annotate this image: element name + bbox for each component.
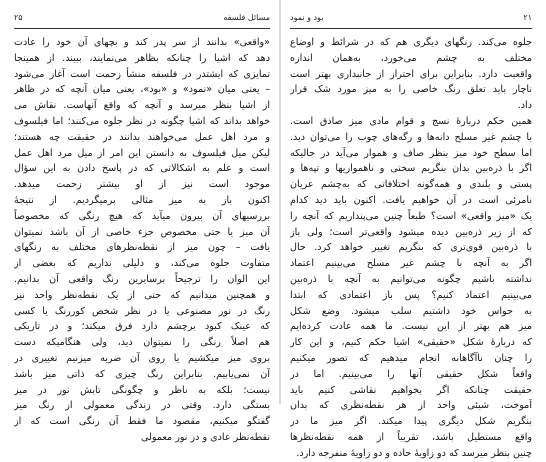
text-line: و مرد اهل عمل می‌خواهند بدانند در حقیقت چه هستند؛ — [14, 131, 270, 143]
text-line: که عینک کبود برچشم دارد فرق میکند؛ و در تاریکی — [14, 321, 270, 333]
text-line: میز هم بهتر از این نیست. ما همه عادت کرده‌ایم — [290, 321, 532, 333]
text-line: از اشیا بنظر میرسد و آنچه که واقع آنهاست. نقاش می‌ — [14, 100, 270, 112]
text-line: یک «میز واقعی» است؟ طبعاً چنین می‌پنداریم که آنچه را — [290, 210, 532, 222]
text-line: رنگ در نور مصنوعی یا در نظر شخص کوررنگ یا کسی — [14, 305, 270, 317]
text-line: تمایزی که ایشتدر در فلسفه منشأ زحمت است آغاز می‌شود — [14, 68, 270, 80]
left-body-text — [14, 35, 270, 446]
text-line: موجود است نیز از او بیشتر زحمت میدهد. — [14, 179, 270, 191]
text-line: هم اصلاً رنگی را نمیتوان دید، ولی هنگامیکه دست — [14, 337, 270, 349]
text-line: پستی و بلندی و همه‌گونه اختلافاتی که به‌چشم عریان — [290, 179, 532, 191]
text-line: بستگی دارد. وقتی در زندگی معمولی از رنگ میز — [14, 400, 270, 412]
text-line: خواهد بداند که اشیا چگونه در نظر جلوه می‌کنند؛ اما فیلسوف — [14, 115, 270, 127]
right-running-title: بود و نمود — [290, 12, 324, 22]
left-running-head — [14, 6, 270, 29]
right-page-number: ۲۱ — [523, 12, 532, 22]
right-page — [286, 6, 538, 459]
text-line: به حواس خود داشتیم سلب میشود. وضع شکل — [290, 305, 532, 317]
text-line: بروی میز میکشیم یا روی آن ضربه میزنیم تغییری در — [14, 352, 270, 364]
text-line: جلوه می‌کند. رنگهای دیگری هم که در شرائط و اوضاع — [290, 37, 532, 48]
text-line: بنگریم شکل دیگری پیدا میکند. اگر میز ما در — [290, 416, 532, 428]
text-line: یافت – چون میز از نقطه‌نظرهای مختلف به رنگهای — [14, 242, 270, 254]
text-line: مختلف به چشم می‌خورد، به‌همان اندازه — [290, 52, 532, 64]
text-line: بررسیهای آن بیرون میآید که هیچ رنگی که مخصوصاً — [14, 210, 270, 222]
text-line: اگر به آنچه با چشم غیر مسلح می‌بینیم اعتماد — [290, 258, 532, 270]
right-running-head — [290, 6, 532, 29]
text-line: با چشم غیر مسلح دانه‌ها و رگه‌های چوب را می‌توان دید. — [290, 131, 532, 143]
text-line: و همچنین میدانیم که حتی از یک نقطه‌نظر واحد نیز — [14, 289, 270, 301]
text-line: نقطه‌نظر عادی و در نور معمولی — [140, 431, 270, 443]
text-line: این الوان را ترجیحاً برسایرین رنگ واقعی آن بدانیم. — [14, 273, 270, 285]
text-line: همین حکم دربارهٔ نسج و قوام مادی میز صادق است. — [290, 115, 532, 127]
text-line: اگر با ذره‌بین بدان بنگریم سختی و ناهمواریها و تپه‌ها و — [290, 163, 532, 175]
text-line: آموخت، شیئی واحد از هر نقطه‌نظری که بدان — [290, 400, 532, 412]
text-line: واقع مستطیل باشد، تقریباً از همه نقطه‌نظرها — [290, 431, 532, 443]
left-page-number: ۲۵ — [14, 12, 23, 22]
text-line: ناچار باید تعلق رنگ خاصی را به میز مورد شک قرار — [290, 84, 532, 96]
text-line: که از زیر ذره‌بین دیده میشود واقعی‌تر است؛ ولی باز — [290, 226, 532, 238]
text-line: آن میز یا حتی مخصوص جزء خاصی از آن باشد نمیتوان — [14, 226, 270, 238]
text-line: متفاوت جلوه می‌کند، و دلیلی نداریم که بعضی از — [14, 258, 270, 270]
text-line: داد. — [517, 100, 532, 112]
text-line: دهد که اشیا را چنانکه بظاهر می‌نمایند، ببیند. از همینجا — [14, 52, 270, 64]
text-line: – یعنی میان «نمود» و «بود»، یعنی میان آنچه که در ظاهر — [14, 84, 270, 96]
text-line: که دربارهٔ شکل «حقیقی» اشیا حکم کنیم، و این کار — [290, 337, 532, 349]
text-line: واقعاً شکل حقیقی آنها را می‌بینیم. اما در — [290, 368, 532, 380]
text-line: است و علم به اشکالاتی که در پاسخ دادن به این سؤال — [14, 163, 270, 175]
right-body-text — [290, 35, 532, 462]
text-line: «واقعی» بدانند از سر پدر کند و بچهای آن خود را عادت — [14, 37, 270, 48]
text-line: با ذره‌بین قوی‌تری که بنگریم تغییر خواهد کرد. حال — [290, 242, 532, 254]
text-line: آن نمی‌یابیم. بنابراین رنگ چیزی که ذاتی میز باشد — [14, 368, 270, 380]
text-line: چنین بنظر میرسد که دو زاویهٔ حاده و دو زاویهٔ منفرجه دارد. — [296, 447, 532, 459]
text-line: اما سطح خود میز بنظر صاف و هموار می‌آید در حالیکه — [290, 147, 532, 159]
text-line: گفتگو میکنیم، مقصود ما فقط آن رنگی است که از — [14, 416, 270, 428]
text-line: واقعیت دارد. بنابراین برای احتراز از جانبداری بهتر است — [290, 68, 532, 80]
text-line: را چنان ناآگاهانه انجام میدهیم که تصور میکنیم — [290, 352, 532, 364]
text-line: حقیقت چنانکه اگر بخواهیم نقاشی کنیم باید — [290, 384, 532, 396]
text-line: نداشته باشیم چگونه می‌توانیم به آنچه با ذره‌بین — [290, 273, 532, 285]
text-line: لیکن میل فیلسوف به دانستن این امر از میل مرد اهل عمل — [14, 147, 270, 159]
left-running-title: مسائل فلسفه — [223, 12, 270, 22]
text-line: اکنون باز به میز مثالی برمیگردیم. از نتیجهٔ — [14, 194, 270, 206]
text-line: می‌بینیم اعتماد کنیم؟ پس باز اعتمادی که ابتدا — [290, 289, 532, 301]
left-page — [8, 6, 274, 443]
book-gutter — [279, 0, 281, 404]
text-line: نامرئی است در آن خواهیم یافت. اکنون باید دید کدام‌ — [290, 194, 532, 206]
text-line: نیست؛ بلکه به ناظر و چگونگی تابش نور در میز — [14, 384, 270, 396]
